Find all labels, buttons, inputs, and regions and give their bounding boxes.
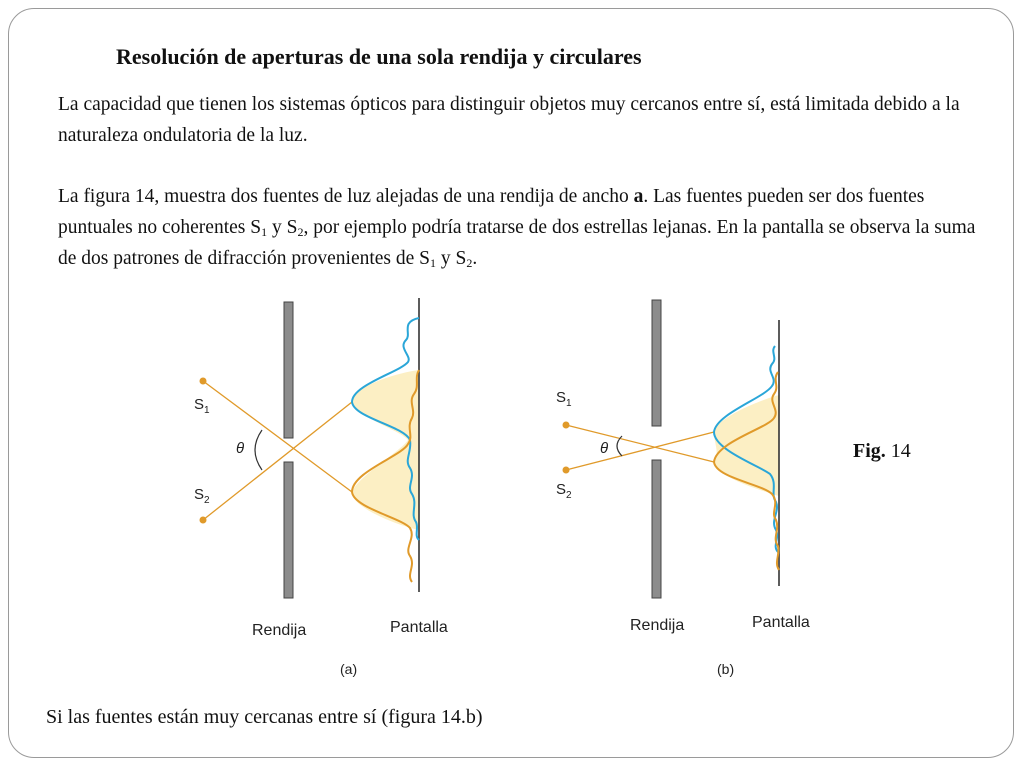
slide-title: Resolución de aperturas de una sola rendija y circulares (116, 44, 642, 69)
figure-b-ray-s1 (566, 425, 714, 462)
paragraph-1: La capacidad que tienen los sistemas ópticos para distinguir objetos muy cercanos entre sí, está limitada debido a la naturaleza ondulatoria de la luz. (58, 94, 960, 146)
figure-b-sum-fill (714, 395, 779, 496)
figure-b-theta-label: θ (600, 440, 609, 457)
figure-b-s2-label: $S_2$ (556, 481, 572, 501)
figure-a-source-s1 (200, 378, 207, 385)
figure-a-barrier-top (284, 302, 293, 438)
p2-text-2: . Las fuentes pueden ser dos fuentes puntuales no coherentes S (58, 186, 925, 238)
figure-a-theta-arc (255, 430, 262, 470)
figure-a-screen-label: Pantalla (390, 619, 448, 636)
figure-b-barrier-bottom (652, 460, 661, 598)
p2-sub-2: 2 (297, 225, 304, 239)
figure-a-s1-label: $S_1$ (194, 396, 210, 416)
figure-b-source-s1 (563, 422, 570, 429)
figure-a-s2-label: $S_2$ (194, 486, 210, 506)
figure-label-bold: Fig. (853, 440, 886, 462)
figure-b-slit-label: Rendija (630, 617, 685, 634)
figure-b-ray-s2 (566, 432, 714, 470)
p2-text-6: . (472, 248, 478, 269)
p2-sub-3: 1 (430, 256, 437, 270)
bottom-text: Si las fuentes están muy cercanas entre sí (figura 14.b) (46, 706, 483, 728)
figure-b (556, 300, 810, 677)
figure-a-caption: (a) (340, 661, 358, 677)
figure-a-theta-label: θ (236, 440, 245, 457)
figure-a (194, 298, 448, 677)
figure-a-source-s2 (200, 517, 207, 524)
p2-sub-1: 1 (261, 225, 268, 239)
figure-label-number: 14 (885, 440, 911, 462)
p2-text-3: y S (267, 217, 298, 238)
figure-a-ray-s2 (203, 402, 352, 520)
figure-a-barrier-bottom (284, 462, 293, 598)
p2-bold-a: a (633, 186, 644, 207)
p2-sub-4: 2 (466, 256, 473, 270)
p2-text-1: La figura 14, muestra dos fuentes de luz alejadas de una rendija de ancho (58, 186, 634, 207)
figure-a-slit-label: Rendija (252, 622, 307, 639)
figure-label (853, 440, 911, 463)
p2-text-4: , por ejemplo podría tratarse de dos estrellas lejanas. En la pantalla se observa la suma de dos patrones de difracción provenientes de S (58, 217, 976, 269)
figure-a-ray-s1 (203, 381, 352, 492)
figure-b-barrier-top (652, 300, 661, 426)
figure-b-source-s2 (563, 467, 570, 474)
figure-b-screen-label: Pantalla (752, 614, 810, 631)
p2-text-5: y S (436, 248, 467, 269)
figure-b-s1-label: $S_1$ (556, 389, 572, 409)
figure-b-caption: (b) (717, 661, 735, 677)
